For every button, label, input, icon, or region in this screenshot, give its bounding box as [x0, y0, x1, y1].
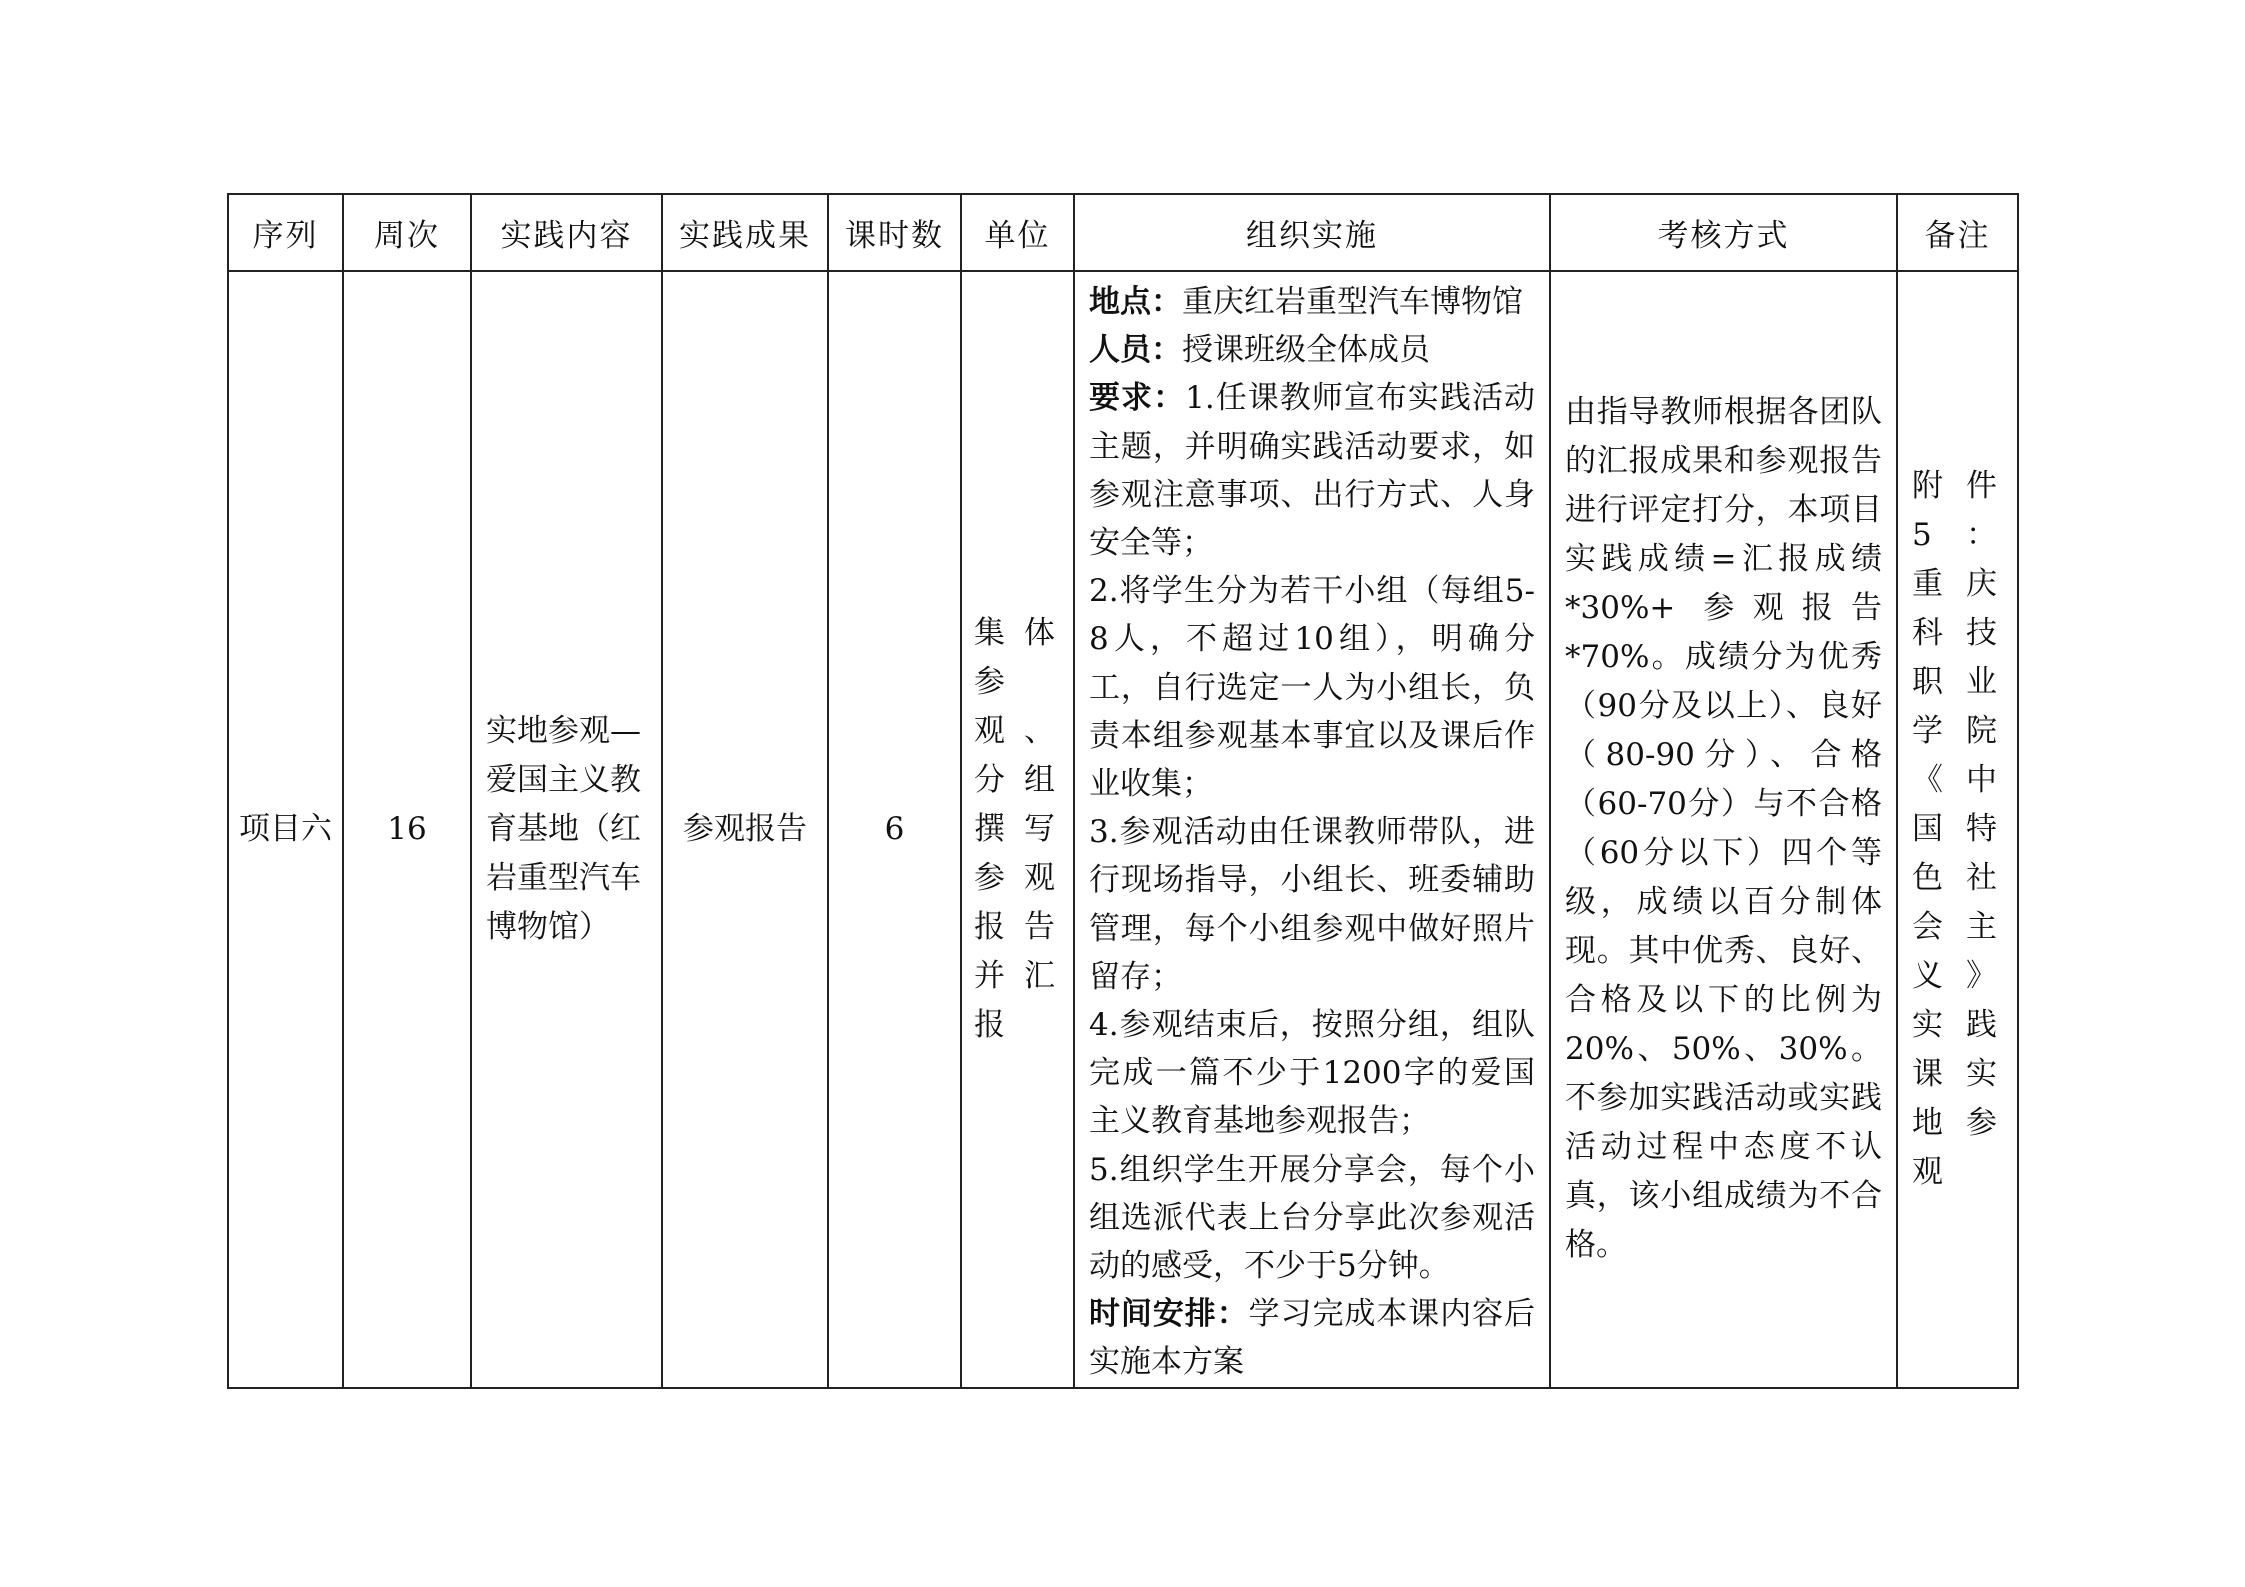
org-requirements-label: 要求： [1089, 380, 1186, 417]
org-location-label: 地点： [1089, 284, 1182, 320]
header-hours: 课时数 [828, 194, 961, 271]
header-week: 周次 [343, 194, 471, 271]
header-row [228, 194, 2018, 271]
organization-cell [1074, 271, 1550, 1388]
org-schedule-label: 时间安排： [1089, 1296, 1249, 1333]
header-organization: 组织实施 [1074, 194, 1550, 271]
note-cell [1897, 271, 2018, 1388]
serial-cell [228, 271, 343, 1388]
org-schedule [1089, 1290, 1535, 1386]
org-requirement-1 [1089, 374, 1535, 567]
header-unit: 单位 [961, 194, 1074, 271]
org-requirement-2: 2.将学生分为若干小组（每组5-8人，不超过10组），明确分工，自行选定一人为小组长，负责本组参观基本事宜以及课后作业收集； [1089, 573, 1535, 803]
org-requirement-4: 4.参观结束后，按照分组，组队完成一篇不少于1200字的爱国主义教育基地参观报告； [1089, 1007, 1535, 1140]
result-cell [662, 271, 828, 1388]
hours-text: 6 [884, 810, 905, 847]
content-cell [471, 271, 662, 1388]
header-assessment: 考核方式 [1550, 194, 1897, 271]
org-location [1089, 278, 1535, 326]
practice-plan-table [227, 193, 2019, 1389]
assessment-text: 由指导教师根据各团队的汇报成果和参观报告进行评定打分，本项目实践成绩=汇报成绩 *30%+ 参观报告*70%。成绩分为优秀（90分及以上）、良好（80-90分）、合格（60-70分）与不合格（60分以下）四个等级，成绩以百分制体现。其中优秀、良好、合格及以下的比例为20%、50%、30%。不参加实践活动或实践活动过程中态度不认真，该小组成绩为不合格。 [1565, 394, 1882, 1264]
assessment-cell [1550, 271, 1897, 1388]
org-schedule-value: 学习完成本课内容后实施本方案 [1089, 1296, 1536, 1381]
result-text: 参观报告 [683, 810, 807, 847]
content-text: 实地参观—爱国主义教育基地（红岩重型汽车博物馆） [486, 712, 641, 945]
table-row [228, 271, 2018, 1388]
org-people [1089, 326, 1535, 374]
unit-text: 集体参观、分组撰写参观报告并汇报 [974, 614, 1061, 1043]
serial-text: 项目六 [239, 810, 332, 847]
org-requirement-3: 3.参观活动由任课教师带队，进行现场指导，小组长、班委辅助管理，每个小组参观中做好照片留存； [1089, 814, 1535, 995]
hours-cell [828, 271, 961, 1388]
org-people-value: 授课班级全体成员 [1182, 332, 1430, 369]
header-result: 实践成果 [662, 194, 828, 271]
org-location-value: 重庆红岩重型汽车博物馆 [1182, 284, 1523, 320]
header-note: 备注 [1897, 194, 2018, 271]
org-people-label: 人员： [1089, 332, 1182, 369]
org-requirement-5: 5.组织学生开展分享会，每个小组选派代表上台分享此次参观活动的感受，不少于5分钟。 [1089, 1151, 1535, 1285]
unit-cell [961, 271, 1074, 1388]
week-text: 16 [387, 810, 427, 847]
header-content: 实践内容 [471, 194, 662, 271]
header-serial: 序列 [228, 194, 343, 271]
note-text: 附件5：重庆科技职业学院《中国特色社会主义》实践课实地参观 [1912, 467, 2003, 1190]
week-cell [343, 271, 471, 1388]
org-requirement-1-text: 1.任课教师宣布实践活动主题，并明确实践活动要求，如参观注意事项、出行方式、人身安全等； [1089, 380, 1536, 562]
